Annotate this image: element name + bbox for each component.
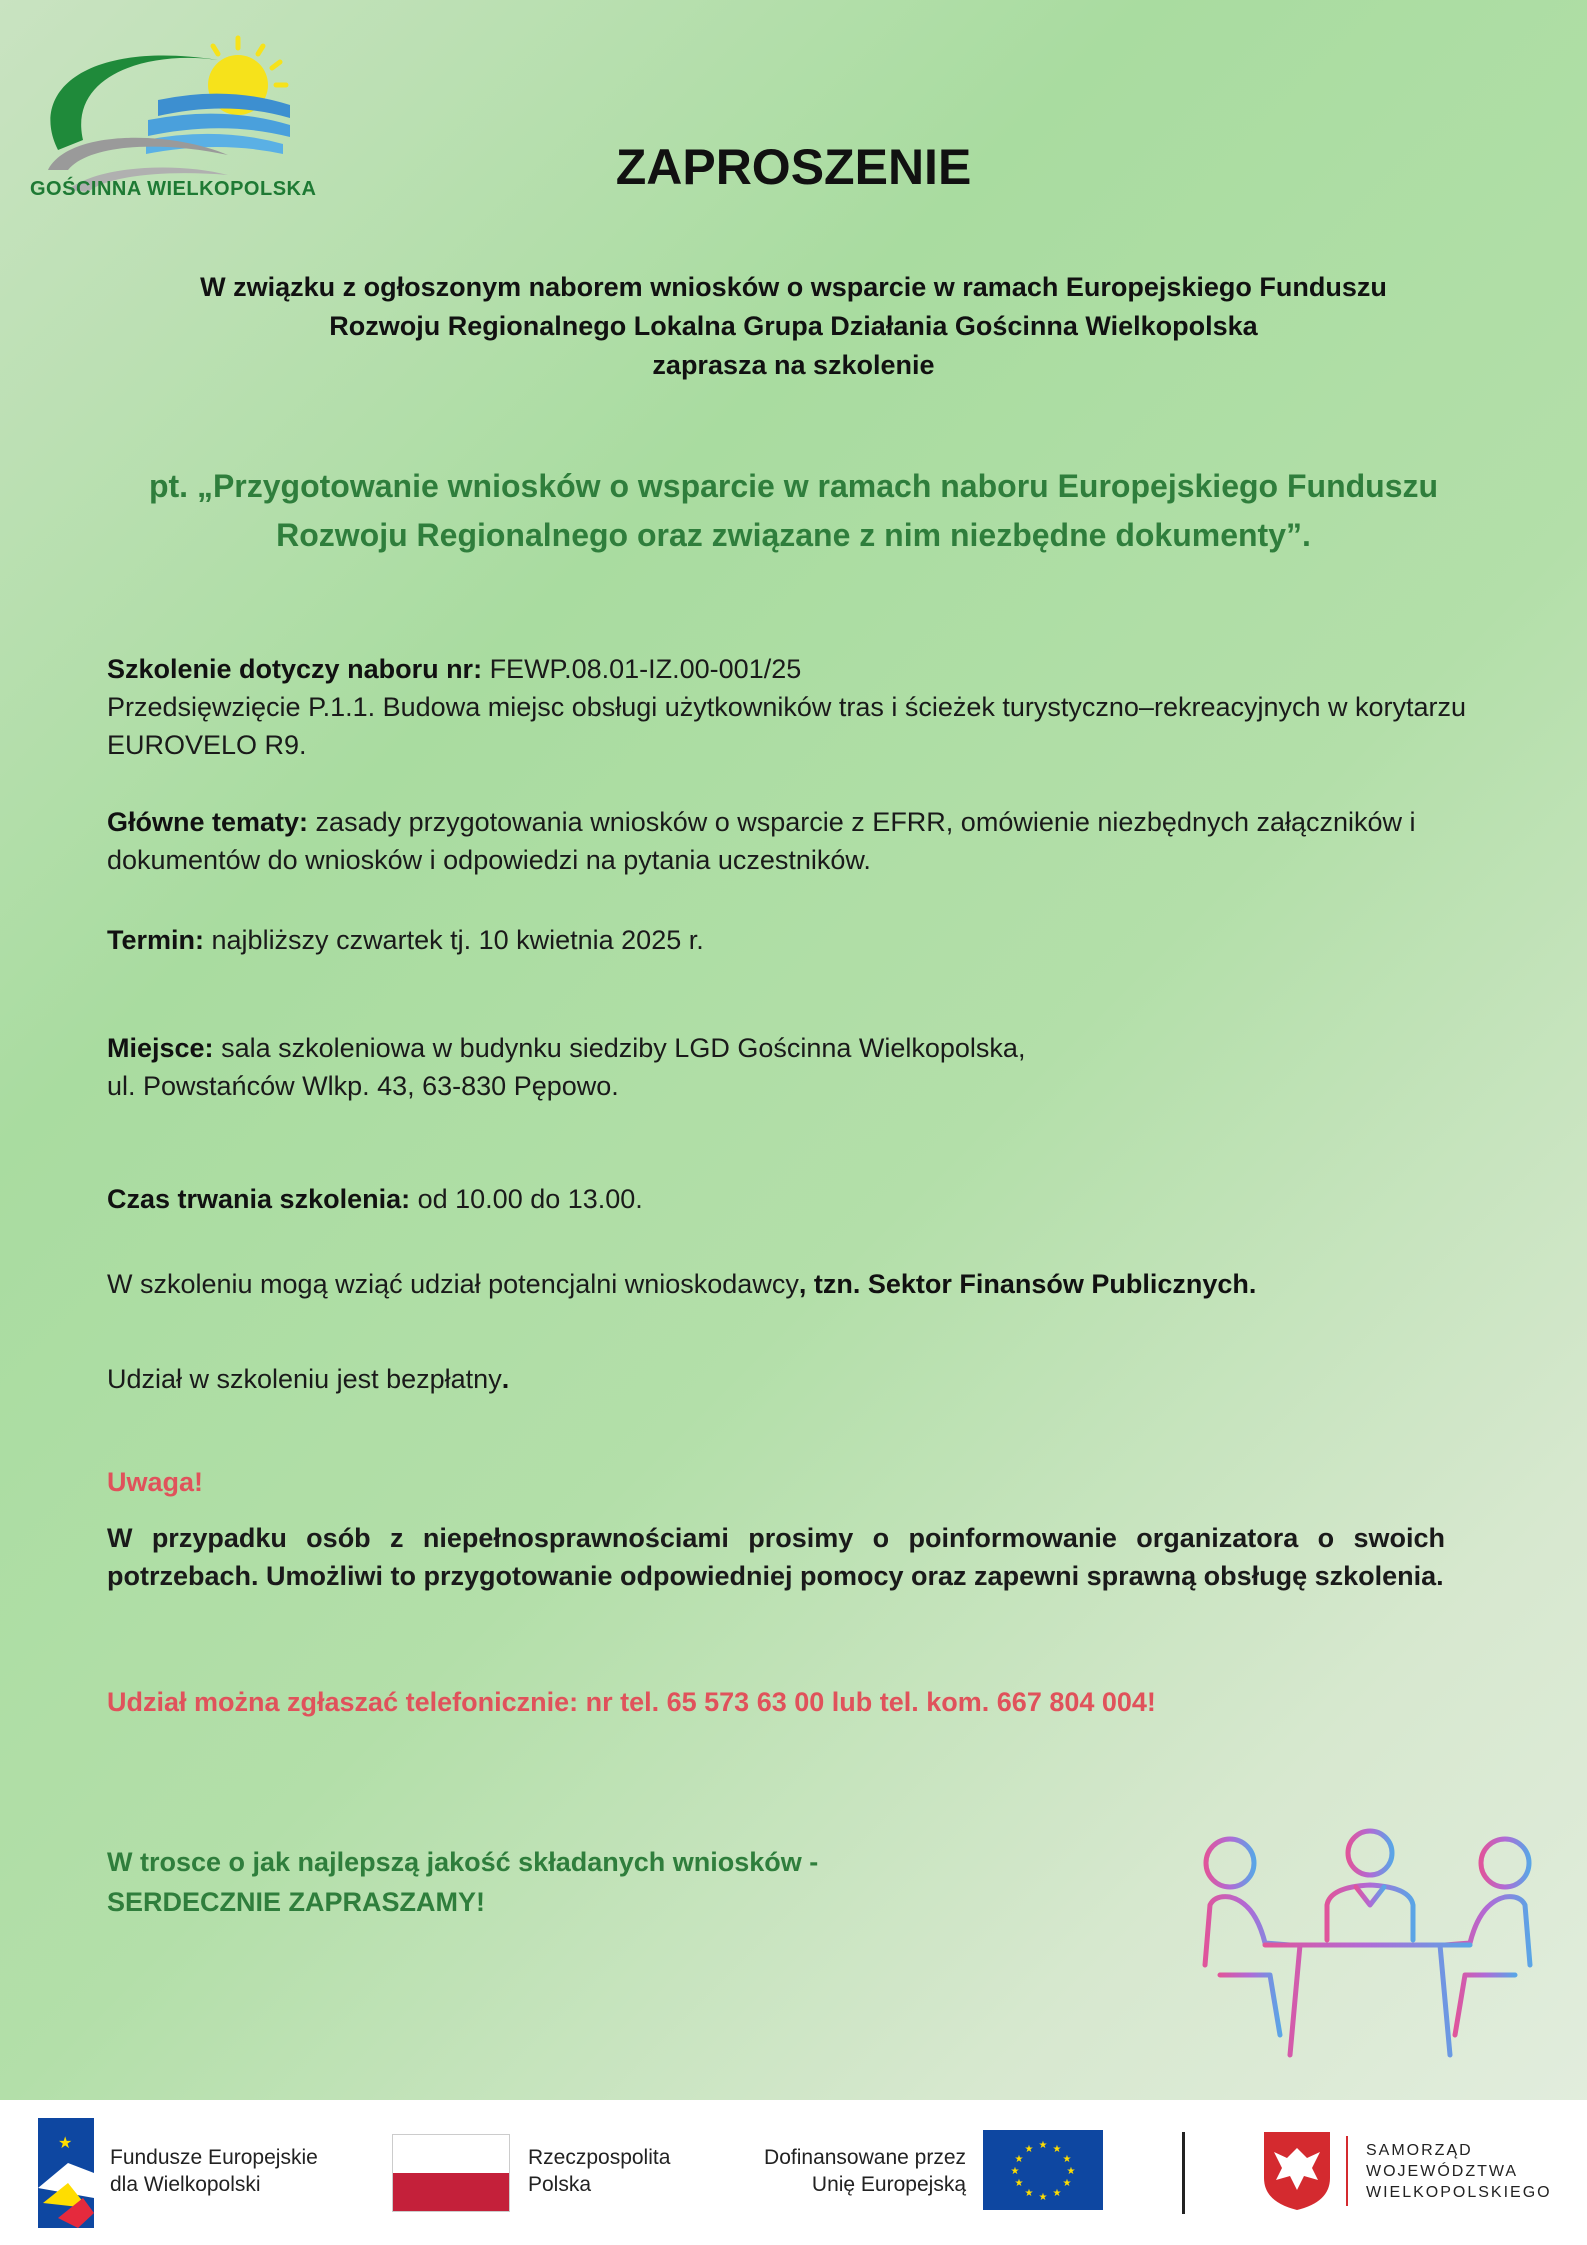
svg-text:★: ★ <box>1010 2166 1020 2177</box>
intro-text <box>140 268 1447 385</box>
intro-line-2: Rozwoju Regionalnego Lokalna Grupa Działania Gościnna Wielkopolska <box>329 311 1258 341</box>
sw-divider <box>1346 2136 1348 2206</box>
phone-info: Udział można zgłaszać telefonicznie: nr tel. 65 573 63 00 lub tel. kom. 667 804 004! <box>107 1687 1156 1717</box>
svg-text:★: ★ <box>1062 2154 1072 2165</box>
bezplatny-text: Udział w szkoleniu jest bezpłatny <box>107 1364 502 1394</box>
nabor-section <box>107 650 1517 764</box>
fe-logo-icon <box>38 2118 94 2228</box>
svg-text:★: ★ <box>1014 2178 1024 2189</box>
eu-line-1: Dofinansowane przez <box>764 2146 966 2169</box>
tematy-value: zasady przygotowania wniosków o wsparcie z EFRR, omówienie niezbędnych załączników i dokumentów do wniosków i odpowiedzi na pytania uczestników. <box>107 807 1416 875</box>
tematy-label: Główne tematy: <box>107 807 309 837</box>
person-middle-icon <box>1327 1831 1413 1940</box>
czas-label: Czas trwania szkolenia: <box>107 1184 411 1214</box>
bezplatny-dot: . <box>501 1364 510 1394</box>
footer-logos <box>0 2100 1587 2245</box>
footer-divider <box>1182 2132 1185 2214</box>
sw-line-2: WOJEWÓDZTWA <box>1366 2163 1519 2180</box>
termin-label: Termin: <box>107 925 205 955</box>
termin-value: najbliższy czwartek tj. 10 kwietnia 2025 r. <box>204 925 704 955</box>
training-title-line-1: pt. „Przygotowanie wniosków o wsparcie w ramach naboru Europejskiego Funduszu <box>148 468 1439 504</box>
miejsce-section <box>107 1029 1517 1105</box>
bezplatny-section <box>107 1360 1517 1398</box>
wielkopolska-coat-of-arms-icon <box>1262 2130 1332 2212</box>
svg-text:★: ★ <box>1024 2144 1034 2155</box>
udzial-section <box>107 1265 1517 1303</box>
nabor-label: Szkolenie dotyczy naboru nr: <box>107 654 483 684</box>
page-title: ZAPROSZENIE <box>615 139 972 195</box>
table-shape <box>1265 1945 1470 2055</box>
svg-text:★: ★ <box>1052 2144 1062 2155</box>
rp-line-1: Rzeczpospolita <box>528 2146 671 2169</box>
meeting-illustration <box>1170 1825 1565 2085</box>
svg-text:★: ★ <box>1024 2188 1034 2199</box>
fe-line-2: dla Wielkopolski <box>110 2173 261 2196</box>
udzial-text: W szkoleniu mogą wziąć udział potencjalni wnioskodawcy <box>107 1269 799 1299</box>
uwaga-label: Uwaga! <box>107 1467 204 1497</box>
miejsce-value: sala szkoleniowa w budynku siedziby LGD Gościnna Wielkopolska, <box>213 1033 1026 1063</box>
svg-text:★: ★ <box>58 2135 73 2152</box>
sw-line-1: SAMORZĄD <box>1366 2142 1473 2159</box>
eu-flag-icon <box>983 2130 1103 2210</box>
rp-label <box>528 2144 670 2198</box>
svg-text:★: ★ <box>1038 2140 1048 2151</box>
fe-line-1: Fundusze Europejskie <box>110 2146 318 2169</box>
eu-line-2: Unię Europejską <box>811 2173 966 2196</box>
sw-line-3: WIELKOPOLSKIEGO <box>1366 2184 1552 2201</box>
fe-label <box>110 2144 318 2198</box>
miejsce-label: Miejsce: <box>107 1033 214 1063</box>
nabor-value: FEWP.08.01-IZ.00-001/25 <box>482 654 802 684</box>
intro-line-1: W związku z ogłoszonym naborem wniosków o wsparcie w ramach Europejskiego Funduszu <box>200 272 1387 302</box>
logo-text: GOŚCINNA WIELKOPOLSKA <box>30 178 317 200</box>
closing-line-1: W trosce o jak najlepszą jakość składanych wniosków - <box>107 1847 819 1877</box>
closing-line-2: SERDECZNIE ZAPRASZAMY! <box>107 1887 486 1917</box>
udzial-bold: , tzn. Sektor Finansów Publicznych. <box>798 1269 1257 1299</box>
svg-text:★: ★ <box>1014 2154 1024 2165</box>
tematy-section <box>107 803 1517 879</box>
sw-label <box>1366 2140 1552 2203</box>
miejsce-address: ul. Powstańców Wlkp. 43, 63-830 Pępowo. <box>107 1071 619 1101</box>
poland-flag <box>392 2134 510 2212</box>
svg-text:★: ★ <box>1052 2188 1062 2199</box>
intro-line-3: zaprasza na szkolenie <box>652 350 935 380</box>
training-title-line-2: Rozwoju Regionalnego oraz związane z nim niezbędne dokumenty”. <box>276 517 1311 553</box>
training-title <box>110 462 1477 560</box>
svg-text:★: ★ <box>1066 2166 1076 2177</box>
eu-label <box>738 2144 966 2198</box>
przedsiewziecie-text: Przedsięwzięcie P.1.1. Budowa miejsc obsługi użytkowników tras i ścieżek turystyczno–rekreacyjnych w korytarzu EUROVELO R9. <box>107 692 1467 760</box>
svg-text:★: ★ <box>1062 2178 1072 2189</box>
czas-section <box>107 1180 1517 1218</box>
rp-line-2: Polska <box>528 2173 592 2196</box>
czas-value: od 10.00 do 13.00. <box>410 1184 643 1214</box>
termin-section <box>107 921 1517 959</box>
accessibility-notice: W przypadku osób z niepełnosprawnościami prosimy o poinformowanie organizatora o swoich potrzebach. Umożliwi to przygotowanie odpowiedniej pomocy oraz zapewni sprawną obsługę szkolenia. <box>107 1523 1445 1591</box>
svg-text:★: ★ <box>1038 2192 1048 2203</box>
